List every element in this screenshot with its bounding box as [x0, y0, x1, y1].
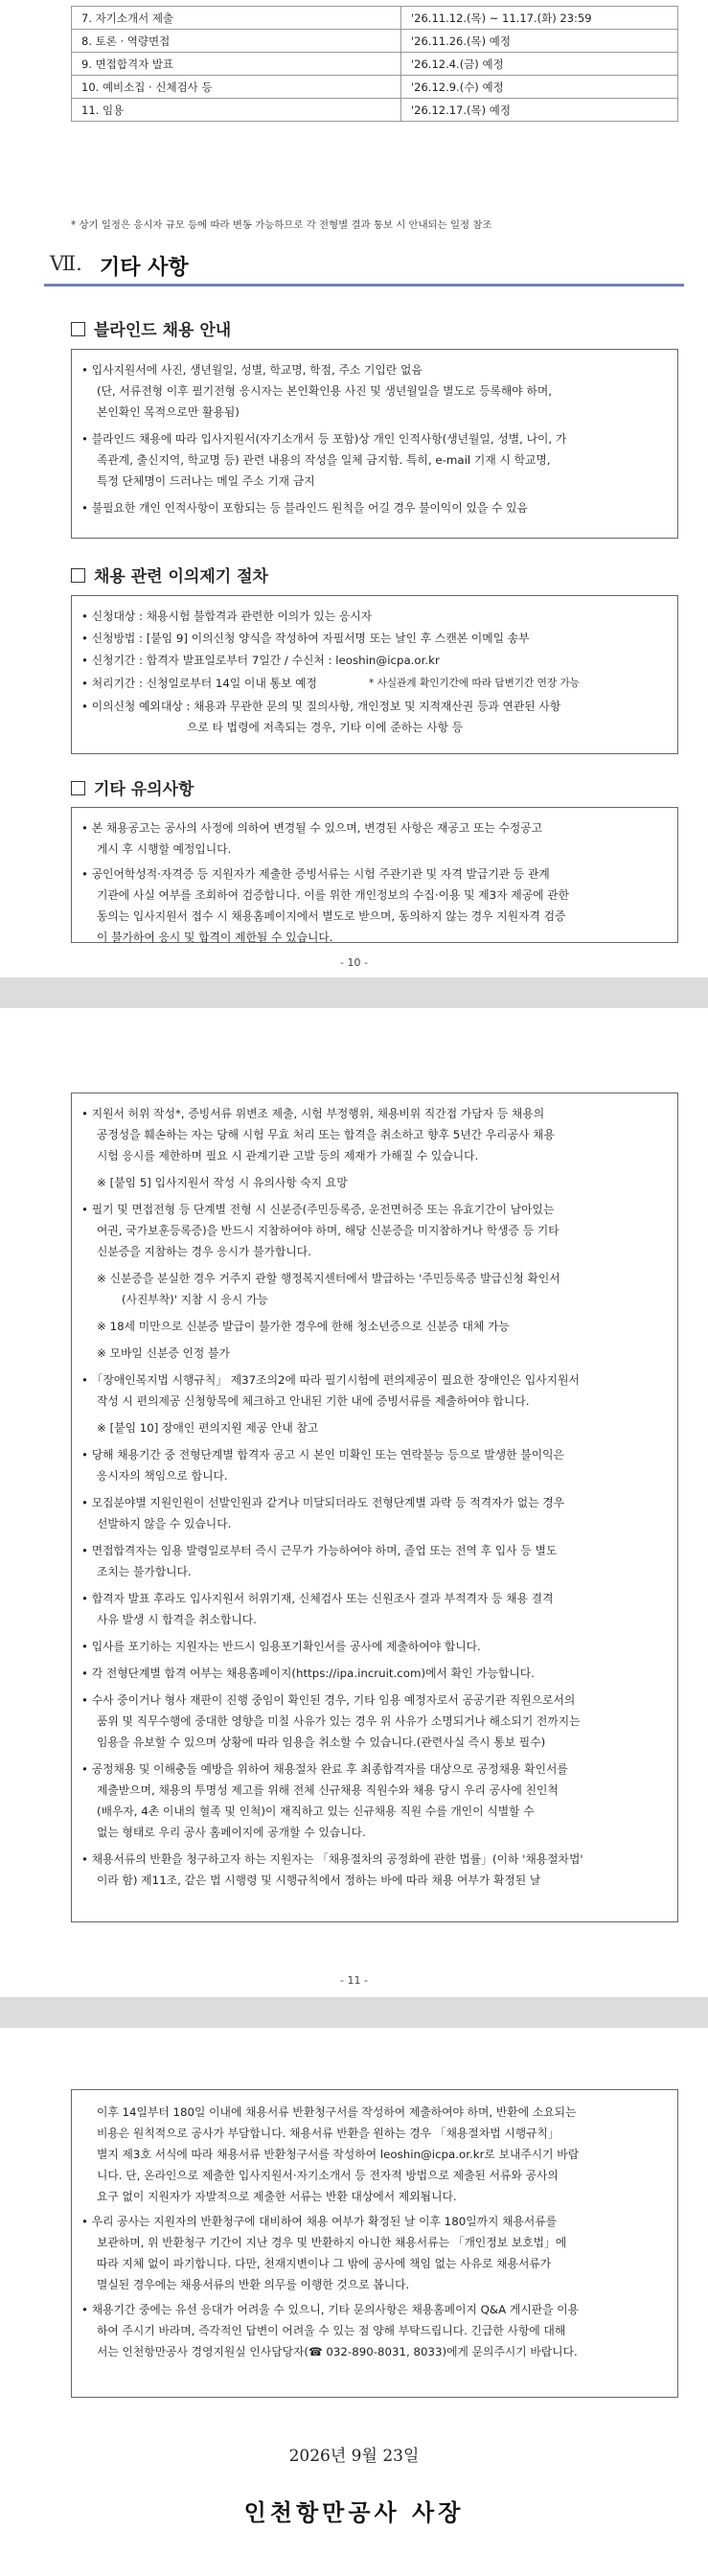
- section-title: [44, 247, 684, 287]
- page-11: [0, 1008, 708, 1997]
- checkbox-square-icon: [71, 781, 85, 795]
- text-line: 니다. 단, 온라인으로 제출한 입사지원서·자기소개서 등 전자적 방법으로 제출된 서류와 공사의: [97, 2169, 559, 2182]
- page-12: [0, 2028, 708, 2576]
- schedule-step: 11. 임용: [72, 99, 401, 122]
- objection-box: [71, 595, 678, 754]
- announcement-date: 2026년 9월 23일: [288, 2447, 420, 2466]
- schedule-row: [72, 99, 678, 122]
- schedule-step: 7. 자기소개서 제출: [72, 7, 401, 30]
- text-line: ※ [붙임 10] 장애인 편의지원 제공 안내 참고: [97, 1421, 319, 1435]
- text-line: 시험 응시를 제한하며 필요 시 관계기관 고발 등의 제재가 가해질 수 있습니다.: [97, 1149, 479, 1162]
- notice-box: [71, 1092, 678, 1922]
- text-line: (배우자, 4촌 이내의 혈족 및 인척)이 재직하고 있는 신규채용 직원 수를 개인이 식별할 수: [97, 1805, 535, 1818]
- text-line: 멸실된 경우에는 채용서류의 반환 의무를 이행한 것으로 봅니다.: [97, 2278, 410, 2291]
- text-line: • 처리기간 : 신청일로부터 14일 이내 통보 예정: [81, 677, 317, 690]
- text-line: 임용을 유보할 수 있으며 상황에 따라 임용을 취소할 수 있습니다.(관련사실 즉시 통보 필수): [97, 1736, 546, 1749]
- schedule-table: [71, 6, 678, 122]
- text-line: • 입사지원서에 사진, 생년월일, 성별, 학교명, 학점, 주소 기입란 없음: [81, 363, 423, 377]
- text-line: • 「장애인복지법 시행규칙」 제37조의2에 따라 필기시험에 편의제공이 필요한 장애인은 입사지원서: [81, 1373, 580, 1387]
- text-line: (단, 서류전형 이후 필기전형 응시자는 본인확인용 사진 및 생년월일을 별도로 등록해야 하며,: [97, 384, 552, 398]
- schedule-step: 10. 예비소집 · 신체검사 등: [72, 76, 401, 99]
- text-line: • 수사 중이거나 형사 재판이 진행 중임이 확인된 경우, 기타 임용 예정자로서 공공기관 직원으로서의: [81, 1693, 576, 1707]
- text-line: 이라 함) 제11조, 같은 법 시행령 및 시행규칙에서 정하는 바에 따라 채용 여부가 확정된 날: [97, 1874, 541, 1887]
- schedule-step: 8. 토론 · 역량면접: [72, 30, 401, 53]
- text-line: 동의는 입사지원서 접수 시 채용홈페이지에서 별도로 받으며, 동의하지 않는 경우 지원자격 검증: [97, 909, 566, 923]
- text-line: 작성 시 편의제공 신청항목에 체크하고 안내된 기한 내에 증빙서류를 제출하여야 합니다.: [97, 1394, 530, 1408]
- checkbox-square-icon: [71, 322, 85, 336]
- section-number: Ⅶ.: [50, 252, 82, 275]
- text-line: • 면접합격자는 임용 발령일로부터 즉시 근무가 가능하여야 하며, 졸업 또는 전역 후 입사 등 별도: [81, 1544, 558, 1557]
- text-line: • 입사를 포기하는 지원자는 반드시 임용포기확인서를 공사에 제출하여야 합니다.: [81, 1640, 481, 1653]
- text-line: • 신청기간 : 합격자 발표일로부터 7일간 / 수신처 : leoshin@icpa.or.kr: [81, 654, 440, 667]
- misc-box: [71, 807, 678, 943]
- section-heading: 기타 사항: [100, 256, 189, 280]
- text-line: • 공정채용 및 이해충돌 예방을 위하여 채용절차 완료 후 최종합격자를 대상으로 공정채용 확인서를: [81, 1762, 568, 1776]
- text-line: • 신청방법 : [붙임 9] 이의신청 양식을 작성하여 자필서명 또는 날인 후 스캔본 이메일 송부: [81, 632, 530, 645]
- text-line: • 이의신청 예외대상 : 채용과 무관한 문의 및 질의사항, 개인정보 및 지적재산권 등과 연관된 사항: [81, 700, 561, 713]
- text-line: (사진부착)' 지참 시 응시 가능: [122, 1293, 268, 1306]
- text-line: • 지원서 허위 작성*, 증빙서류 위변조 제출, 시험 부정행위, 채용비위 직간접 가담자 등 채용의: [81, 1107, 545, 1120]
- text-line: • 모집분야별 지원인원이 선발인원과 같거나 미달되더라도 전형단계별 과락 등 적격자가 없는 경우: [81, 1496, 565, 1509]
- page-number: - 11 -: [340, 1974, 368, 1987]
- schedule-date: '26.11.12.(목) ~ 11.17.(화) 23:59: [401, 7, 678, 30]
- text-line: ※ 18세 미만으로 신분증 발급이 불가한 경우에 한해 청소년증으로 신분증 대체 가능: [97, 1320, 510, 1333]
- signature: 인천항만공사 사장: [243, 2498, 465, 2526]
- text-line: 본인확인 목적으로만 활용됨): [97, 405, 240, 419]
- objection-heading: 채용 관련 이의제기 절차: [71, 563, 268, 586]
- text-line: ※ 모바일 신분증 인정 불가: [97, 1346, 230, 1360]
- notice-box-continued: [71, 2089, 678, 2398]
- text-line: 족관계, 출신지역, 학교명 등) 관련 내용의 작성을 일체 금지함. 특히, e-mail 기재 시 학교명,: [97, 453, 551, 467]
- blind-box: [71, 349, 678, 539]
- text-line: 신분증을 지참하는 경우 응시가 불가합니다.: [97, 1245, 311, 1258]
- text-line: • 합격자 발표 후라도 입사지원서 허위기재, 신체검사 또는 신원조사 결과 부적격자 등 채용 결격: [81, 1592, 554, 1605]
- text-line: • 각 전형단계별 합격 여부는 채용홈페이지(https://ipa.incruit.com)에서 확인 가능합니다.: [81, 1667, 535, 1680]
- text-line: 특정 단체명이 드러나는 메일 주소 기재 금지: [97, 474, 315, 488]
- text-line: 제출받으며, 채용의 투명성 제고를 위해 전체 신규채용 직원수와 채용 당시 우리 공사에 친인척: [97, 1783, 559, 1797]
- schedule-date: '26.12.4.(금) 예정: [401, 53, 678, 76]
- schedule-date: '26.11.26.(목) 예정: [401, 30, 678, 53]
- text-line: 공정성을 훼손하는 자는 당해 시험 무효 처리 또는 합격을 취소하고 향후 5년간 우리공사 채용: [97, 1128, 555, 1141]
- text-line: 별지 제3호 서식에 따라 채용서류 반환청구서를 작성하여 leoshin@icpa.or.kr로 보내주시기 바랍: [97, 2148, 580, 2161]
- page-10: [0, 0, 708, 978]
- schedule-row: [72, 7, 678, 30]
- text-line: • 불필요한 개인 인적사항이 포함되는 등 블라인드 원칙을 어길 경우 불이익이 있을 수 있음: [81, 501, 528, 515]
- text-line: 이 불가하여 응시 및 합격이 제한될 수 있습니다.: [97, 931, 333, 944]
- checkbox-square-icon: [71, 568, 85, 583]
- text-line: • 채용서류의 반환을 청구하고자 하는 지원자는 「채용절차의 공정화에 관한 법률」(이하 '채용절차법': [81, 1852, 583, 1866]
- text-line: 따라 지체 없이 파기합니다. 다만, 천재지변이나 그 밖에 공사에 책임 없는 사유로 채용서류가: [97, 2257, 552, 2270]
- text-line: 사유 발생 시 합격을 취소합니다.: [97, 1613, 257, 1626]
- text-line: 여권, 국가보훈등록증)을 반드시 지참하여야 하며, 해당 신분증을 미지참하거나 학생증 등 기타: [97, 1224, 560, 1237]
- schedule-step: 9. 면접합격자 발표: [72, 53, 401, 76]
- schedule-row: [72, 53, 678, 76]
- text-line: 비용은 원칙적으로 공사가 부담합니다. 채용서류 반환을 원하는 경우 「채용절차법 시행규칙」: [97, 2127, 560, 2140]
- text-line: 으로 타 법령에 저촉되는 경우, 기타 이에 준하는 사항 등: [187, 721, 464, 734]
- text-line: * 사실관계 확인기간에 따라 답변기간 연장 가능: [369, 678, 580, 689]
- schedule-date: '26.12.17.(목) 예정: [401, 99, 678, 122]
- text-line: 보관하며, 위 반환청구 기간이 지난 경우 및 반환하지 아니한 채용서류는 「개인정보 보호법」에: [97, 2236, 567, 2249]
- text-line: 기관에 사실 여부를 조회하여 검증합니다. 이를 위한 개인정보의 수집·이용 및 제3자 제공에 관한: [97, 888, 570, 902]
- text-line: • 블라인드 채용에 따라 입사지원서(자기소개서 등 포함)상 개인 인적사항(생년월일, 성별, 나이, 가: [81, 432, 567, 446]
- text-line: 하여 주시기 바라며, 즉각적인 답변이 어려울 수 있는 점 양해 부탁드립니다. 긴급한 사항에 대해: [97, 2324, 566, 2337]
- text-line: ※ 신분증을 분실한 경우 거주지 관할 행정복지센터에서 발급하는 '주민등록증 발급신청 확인서: [97, 1272, 560, 1285]
- schedule-row: [72, 30, 678, 53]
- text-line: • 본 채용공고는 공사의 사정에 의하여 변경될 수 있으며, 변경된 사항은 재공고 또는 수정공고: [81, 821, 543, 835]
- text-line: • 채용기간 중에는 유선 응대가 어려울 수 있으니, 기타 문의사항은 채용홈페이지 Q&A 게시판을 이용: [81, 2303, 580, 2316]
- text-line: ※ [붙임 5] 입사지원서 작성 시 유의사항 숙지 요망: [97, 1176, 348, 1189]
- page-number: - 10 -: [340, 956, 368, 969]
- text-line: 서는 인천항만공사 경영지원실 인사담당자(☎ 032-890-8031, 8033)에게 문의주시기 바랍니다.: [97, 2345, 578, 2358]
- text-line: • 우리 공사는 지원자의 반환청구에 대비하여 채용 여부가 확정된 날 이후 180일까지 채용서류를: [81, 2215, 558, 2228]
- text-line: 없는 형태로 우리 공사 홈페이지에 공개할 수 있습니다.: [97, 1826, 366, 1839]
- text-line: 조치는 불가합니다.: [97, 1565, 192, 1578]
- text-line: 요구 없이 지원자가 자발적으로 제출한 서류는 반환 대상에서 제외됩니다.: [97, 2190, 457, 2203]
- schedule-row: [72, 76, 678, 99]
- blind-heading: 블라인드 채용 안내: [71, 316, 231, 340]
- schedule-date: '26.12.9.(수) 예정: [401, 76, 678, 99]
- schedule-note: * 상기 일정은 응시자 규모 등에 따라 변동 가능하므로 각 전형별 결과 통보 시 안내되는 일정 참조: [71, 219, 492, 231]
- text-line: • 공인어학성적·자격증 등 지원자가 제출한 증빙서류는 시험 주관기관 및 자격 발급기관 등 관계: [81, 867, 550, 881]
- text-line: • 신청대상 : 채용시험 불합격과 관련한 이의가 있는 응시자: [81, 610, 373, 623]
- text-line: • 필기 및 면접전형 등 단계별 전형 시 신분증(주민등록증, 운전면허증 또는 유효기간이 남아있는: [81, 1203, 555, 1216]
- text-line: • 당해 채용기간 중 전형단계별 합격자 공고 시 본인 미확인 또는 연락불능 등으로 발생한 불이익은: [81, 1448, 564, 1461]
- text-line: 응시자의 책임으로 합니다.: [97, 1469, 228, 1483]
- text-line: 선발하지 않을 수 있습니다.: [97, 1517, 232, 1530]
- text-line: 이후 14일부터 180일 이내에 채용서류 반환청구서를 작성하여 제출하여야 하며, 반환에 소요되는: [97, 2105, 577, 2119]
- text-line: 게시 후 시행할 예정입니다.: [97, 842, 232, 856]
- misc-heading: 기타 유의사항: [71, 775, 194, 799]
- text-line: 품위 및 직무수행에 중대한 영향을 미칠 사유가 있는 경우 위 사유가 소명되거나 해소되기 전까지는: [97, 1714, 581, 1728]
